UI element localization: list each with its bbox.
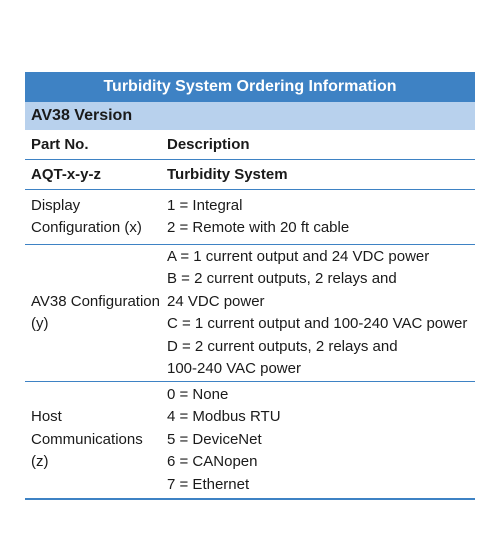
option-line: B = 2 current outputs, 2 relays and [167,270,397,287]
option-line: 100-240 VAC power [167,360,301,377]
option-line: 1 = Integral [167,196,243,214]
options-cell [167,244,475,383]
param-line: Configuration (x) [31,219,142,236]
main-part-row [25,160,475,190]
option-line: 4 = Modbus RTU [167,408,281,426]
options-cell [167,193,475,242]
table-row [25,245,475,382]
header-description: Description [167,136,250,153]
option-line: 6 = CANopen [167,453,258,471]
table-title: Turbidity System Ordering Information [25,72,475,102]
option-line: 7 = Ethernet [167,475,250,493]
version-label: AV38 Version [25,102,475,130]
options-cell [167,382,475,499]
option-line: D = 2 current outputs, 2 relays and [167,337,398,355]
option-line: A = 1 current output and 24 VDC power [167,247,430,265]
option-line: 0 = None [167,385,229,403]
param-line: Host [31,408,62,426]
param-line: Communications [31,430,143,448]
main-part-description: Turbidity System [167,166,288,183]
param-line: AV38 Configuration [31,292,160,310]
param-cell [25,291,167,336]
option-line: 24 VDC power [167,292,265,310]
table-row [25,190,475,245]
option-line: 5 = DeviceNet [167,430,262,448]
table-header-row [25,130,475,160]
param-cell [25,406,167,474]
param-cell [25,195,167,240]
param-line: Display [31,196,81,214]
main-part-number: AQT-x-y-z [31,166,102,183]
option-line: 2 = Remote with 20 ft cable [167,219,350,236]
param-line: (y) [31,315,49,332]
header-part-no: Part No. [31,136,89,153]
ordering-info-table [25,72,475,500]
table-row [25,382,475,498]
option-line: C = 1 current output and 100-240 VAC power [167,315,468,332]
param-line: (z) [31,453,49,471]
